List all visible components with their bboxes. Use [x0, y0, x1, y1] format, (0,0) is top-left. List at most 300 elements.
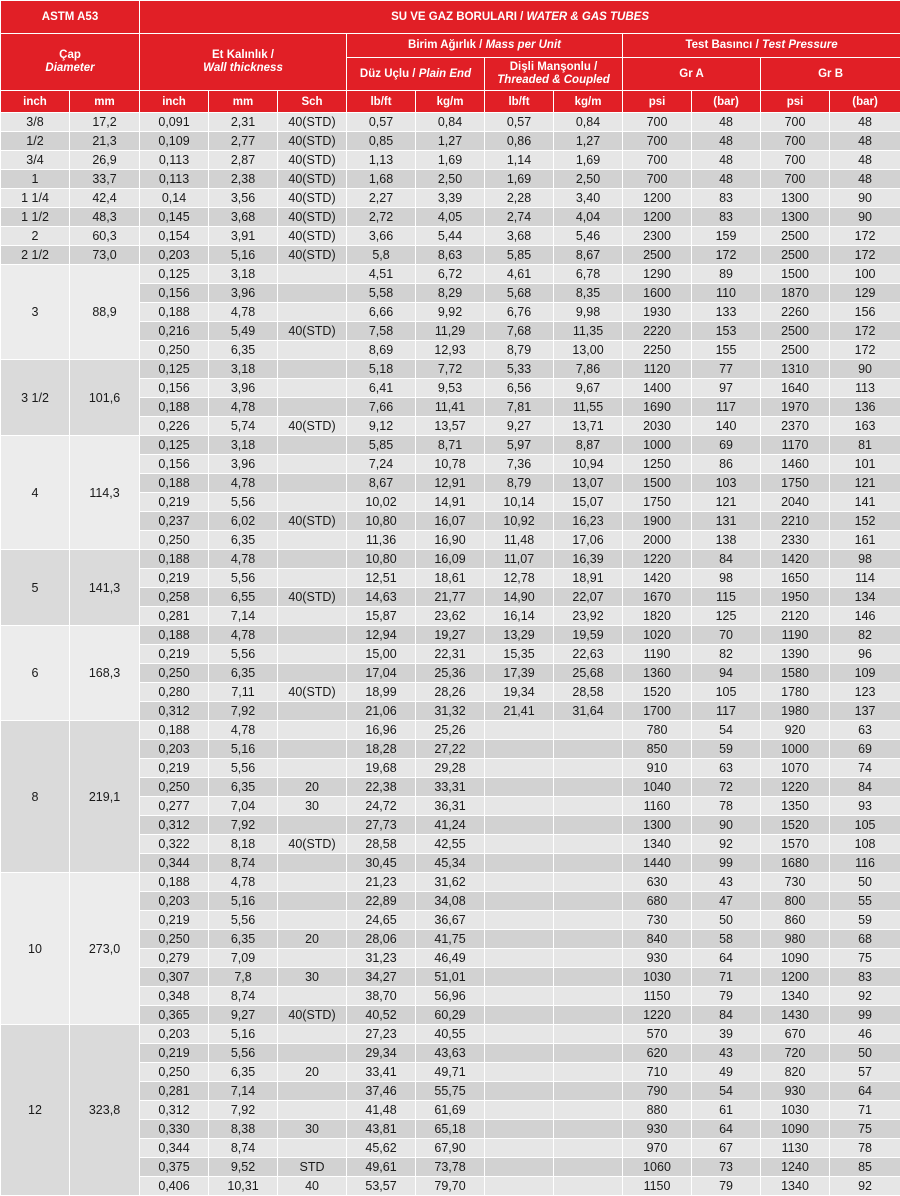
table-cell: 40(STD)	[278, 151, 347, 170]
table-cell	[554, 778, 623, 797]
table-cell	[278, 1044, 347, 1063]
table-cell: 82	[692, 645, 761, 664]
table-cell: 40(STD)	[278, 170, 347, 189]
table-cell: 700	[623, 151, 692, 170]
threaded-coupled-header-en: Threaded & Coupled	[485, 74, 622, 87]
table-cell: 0,85	[347, 132, 416, 151]
table-cell: 30	[278, 968, 347, 987]
table-cell	[278, 645, 347, 664]
table-cell: 0,312	[140, 702, 209, 721]
table-cell: 43,81	[347, 1120, 416, 1139]
table-cell: 10,80	[347, 512, 416, 531]
table-cell	[278, 1139, 347, 1158]
table-cell: 131	[692, 512, 761, 531]
table-cell: 10,94	[554, 455, 623, 474]
table-cell: 85	[830, 1158, 900, 1177]
plain-end-header-en: Plain End	[419, 68, 471, 80]
table-cell: 110	[692, 284, 761, 303]
table-cell	[554, 911, 623, 930]
unit-header-cell: inch	[140, 91, 209, 113]
table-cell: 1200	[623, 208, 692, 227]
table-cell: 1820	[623, 607, 692, 626]
table-cell: 6,35	[209, 531, 278, 550]
table-cell: 5,16	[209, 246, 278, 265]
table-cell: 0,188	[140, 873, 209, 892]
table-cell: 0,57	[347, 113, 416, 132]
table-cell	[278, 911, 347, 930]
table-cell: 0,250	[140, 341, 209, 360]
table-cell: 1,27	[416, 132, 485, 151]
table-cell: 0,188	[140, 626, 209, 645]
threaded-coupled-header-tr: Dişli Manşonlu /	[485, 61, 622, 74]
table-cell: 30	[278, 1120, 347, 1139]
table-cell: 2	[1, 227, 70, 246]
table-cell: 73,0	[70, 246, 140, 265]
table-cell: 0,188	[140, 398, 209, 417]
table-cell: 64	[692, 949, 761, 968]
table-cell: 8,18	[209, 835, 278, 854]
table-cell: 1650	[761, 569, 830, 588]
table-cell	[554, 835, 623, 854]
table-cell: 48	[830, 113, 900, 132]
mass-per-unit-header	[347, 34, 623, 58]
unit-header-cell: psi	[623, 91, 692, 113]
table-cell	[554, 1063, 623, 1082]
unit-header-cell: lb/ft	[485, 91, 554, 113]
table-cell: 28,58	[554, 683, 623, 702]
table-cell: 50	[692, 911, 761, 930]
table-cell: 31,64	[554, 702, 623, 721]
table-cell: 57	[830, 1063, 900, 1082]
table-cell: 1/2	[1, 132, 70, 151]
table-cell	[278, 721, 347, 740]
plain-end-header-tr: Düz Uçlu /	[360, 68, 419, 80]
table-cell	[485, 721, 554, 740]
table-cell: 98	[830, 550, 900, 569]
table-cell: 880	[623, 1101, 692, 1120]
table-cell: 2,87	[209, 151, 278, 170]
table-cell: 43,63	[416, 1044, 485, 1063]
table-cell: 96	[830, 645, 900, 664]
table-cell: 0,219	[140, 569, 209, 588]
table-cell: 1300	[761, 208, 830, 227]
table-cell: 5,46	[554, 227, 623, 246]
table-cell: 6,35	[209, 930, 278, 949]
table-cell: 0,84	[554, 113, 623, 132]
table-cell: 45,34	[416, 854, 485, 873]
table-cell: 1200	[623, 189, 692, 208]
diameter-inch-cell: 3	[1, 265, 70, 360]
table-cell: 43	[692, 873, 761, 892]
table-cell: 134	[830, 588, 900, 607]
table-cell: 54	[692, 721, 761, 740]
unit-header-cell: (bar)	[692, 91, 761, 113]
table-cell	[485, 816, 554, 835]
table-cell: 730	[761, 873, 830, 892]
table-cell: 14,91	[416, 493, 485, 512]
table-cell: 22,63	[554, 645, 623, 664]
table-cell	[554, 949, 623, 968]
table-cell: 63	[692, 759, 761, 778]
table-cell: 67	[692, 1139, 761, 1158]
table-cell: 49,71	[416, 1063, 485, 1082]
table-cell: 7,72	[416, 360, 485, 379]
table-cell: 13,07	[554, 474, 623, 493]
table-cell: 6,56	[485, 379, 554, 398]
table-cell: 5,33	[485, 360, 554, 379]
table-cell: 700	[623, 170, 692, 189]
table-cell: 1,69	[416, 151, 485, 170]
table-cell: 0,406	[140, 1177, 209, 1196]
diameter-inch-cell: 6	[1, 626, 70, 721]
table-cell: 700	[623, 113, 692, 132]
table-cell: 2500	[623, 246, 692, 265]
table-cell: 27,23	[347, 1025, 416, 1044]
table-cell	[278, 816, 347, 835]
table-cell: 0,57	[485, 113, 554, 132]
table-cell: 7,14	[209, 607, 278, 626]
table-cell: 820	[761, 1063, 830, 1082]
table-cell: 930	[623, 949, 692, 968]
table-cell: 0,250	[140, 930, 209, 949]
table-cell: 172	[830, 246, 900, 265]
table-cell: 48	[692, 170, 761, 189]
table-cell: 136	[830, 398, 900, 417]
table-cell: 47	[692, 892, 761, 911]
table-cell: 153	[692, 322, 761, 341]
table-cell: 65,18	[416, 1120, 485, 1139]
table-cell: 0,219	[140, 1044, 209, 1063]
table-cell: 2,27	[347, 189, 416, 208]
table-cell: 0,145	[140, 208, 209, 227]
table-cell: 36,67	[416, 911, 485, 930]
table-cell: 16,39	[554, 550, 623, 569]
table-cell: 2,72	[347, 208, 416, 227]
table-cell: 53,57	[347, 1177, 416, 1196]
table-cell: 570	[623, 1025, 692, 1044]
table-cell: 1 1/4	[1, 189, 70, 208]
table-cell: 2220	[623, 322, 692, 341]
table-cell: 8,87	[554, 436, 623, 455]
table-cell: 0,281	[140, 1082, 209, 1101]
table-cell: 31,32	[416, 702, 485, 721]
table-cell: 10,92	[485, 512, 554, 531]
table-cell: 1190	[761, 626, 830, 645]
table-cell: 5,97	[485, 436, 554, 455]
table-cell: 0,188	[140, 474, 209, 493]
table-cell	[278, 303, 347, 322]
table-cell: 8,35	[554, 284, 623, 303]
table-cell: 70	[692, 626, 761, 645]
table-cell: 5,85	[347, 436, 416, 455]
table-cell	[485, 892, 554, 911]
table-cell: 3,18	[209, 436, 278, 455]
table-cell	[278, 1082, 347, 1101]
table-cell: 23,62	[416, 607, 485, 626]
table-cell: 4,51	[347, 265, 416, 284]
table-cell: 4,78	[209, 398, 278, 417]
table-cell: 6,55	[209, 588, 278, 607]
table-cell: 48	[830, 170, 900, 189]
table-cell: 1 1/2	[1, 208, 70, 227]
table-row	[1, 360, 900, 379]
table-cell: 40,55	[416, 1025, 485, 1044]
table-cell: 1020	[623, 626, 692, 645]
table-row	[1, 208, 900, 227]
table-cell: 10,14	[485, 493, 554, 512]
plain-end-header	[347, 58, 485, 91]
table-cell: 1160	[623, 797, 692, 816]
table-cell	[278, 455, 347, 474]
table-cell: 14,90	[485, 588, 554, 607]
table-cell: 41,75	[416, 930, 485, 949]
table-cell: 3,68	[209, 208, 278, 227]
table-cell: 1390	[761, 645, 830, 664]
table-cell: 860	[761, 911, 830, 930]
table-cell: 620	[623, 1044, 692, 1063]
table-cell: 1360	[623, 664, 692, 683]
diameter-mm-cell: 323,8	[70, 1025, 140, 1196]
table-cell: 1500	[761, 265, 830, 284]
table-cell: 19,59	[554, 626, 623, 645]
table-cell: 15,35	[485, 645, 554, 664]
table-cell: 1	[1, 170, 70, 189]
table-cell: 48	[692, 113, 761, 132]
table-cell: 7,66	[347, 398, 416, 417]
table-cell: 5,56	[209, 911, 278, 930]
table-cell: 40(STD)	[278, 417, 347, 436]
grade-a-header: Gr A	[623, 58, 761, 91]
table-cell: 138	[692, 531, 761, 550]
table-cell	[278, 1101, 347, 1120]
table-cell	[278, 493, 347, 512]
table-cell: 15,87	[347, 607, 416, 626]
table-cell: 83	[692, 208, 761, 227]
table-cell: 90	[830, 189, 900, 208]
table-cell: 163	[830, 417, 900, 436]
table-cell	[485, 911, 554, 930]
table-cell: 3,96	[209, 455, 278, 474]
table-cell	[278, 379, 347, 398]
table-cell	[485, 778, 554, 797]
table-cell: 0,250	[140, 664, 209, 683]
table-cell: 40(STD)	[278, 132, 347, 151]
table-cell: 0,84	[416, 113, 485, 132]
table-cell: 48,3	[70, 208, 140, 227]
table-cell: 2,38	[209, 170, 278, 189]
table-cell: 2,28	[485, 189, 554, 208]
table-cell: 700	[623, 132, 692, 151]
table-cell: 2 1/2	[1, 246, 70, 265]
table-cell: 2040	[761, 493, 830, 512]
mass-per-unit-header-tr: Birim Ağırlık /	[408, 39, 486, 51]
table-cell: 19,27	[416, 626, 485, 645]
table-cell: 33,41	[347, 1063, 416, 1082]
table-cell: 0,156	[140, 455, 209, 474]
table-cell: 90	[692, 816, 761, 835]
table-cell: 29,28	[416, 759, 485, 778]
table-cell: 109	[830, 664, 900, 683]
table-cell: 16,23	[554, 512, 623, 531]
table-cell: 61	[692, 1101, 761, 1120]
table-cell: 5,56	[209, 1044, 278, 1063]
table-cell: 33,31	[416, 778, 485, 797]
table-cell: 30,45	[347, 854, 416, 873]
table-cell	[485, 1025, 554, 1044]
table-cell: 0,125	[140, 265, 209, 284]
diameter-mm-cell: 273,0	[70, 873, 140, 1025]
table-cell: 1,13	[347, 151, 416, 170]
table-cell: 54	[692, 1082, 761, 1101]
table-cell: 0,219	[140, 645, 209, 664]
table-cell: 13,57	[416, 417, 485, 436]
table-cell: 1600	[623, 284, 692, 303]
table-cell: 68	[830, 930, 900, 949]
table-cell: 1310	[761, 360, 830, 379]
table-cell: 73,78	[416, 1158, 485, 1177]
table-cell: 1570	[761, 835, 830, 854]
table-cell: 0,365	[140, 1006, 209, 1025]
table-cell: 10,78	[416, 455, 485, 474]
table-cell: 1520	[761, 816, 830, 835]
table-cell: 30	[278, 797, 347, 816]
table-cell: 2500	[761, 322, 830, 341]
table-cell: 1,69	[485, 170, 554, 189]
table-cell	[278, 607, 347, 626]
table-cell: 59	[692, 740, 761, 759]
test-pressure-header-en: Test Pressure	[762, 39, 838, 51]
table-cell: 39	[692, 1025, 761, 1044]
table-cell: 34,08	[416, 892, 485, 911]
table-cell: 117	[692, 702, 761, 721]
table-cell: 6,41	[347, 379, 416, 398]
table-cell: 55,75	[416, 1082, 485, 1101]
table-cell: 5,44	[416, 227, 485, 246]
table-cell: 48	[830, 151, 900, 170]
table-cell: 11,48	[485, 531, 554, 550]
table-cell: 12,94	[347, 626, 416, 645]
table-cell	[485, 949, 554, 968]
table-cell: 1690	[623, 398, 692, 417]
table-cell	[278, 740, 347, 759]
table-cell: 0,14	[140, 189, 209, 208]
test-pressure-header	[623, 34, 900, 58]
table-cell	[554, 1044, 623, 1063]
table-cell: 99	[830, 1006, 900, 1025]
table-cell	[485, 759, 554, 778]
table-cell: 1000	[761, 740, 830, 759]
unit-header-cell: kg/m	[416, 91, 485, 113]
table-cell: 67,90	[416, 1139, 485, 1158]
diameter-inch-cell: 5	[1, 550, 70, 626]
table-cell: 3,39	[416, 189, 485, 208]
table-cell: 2260	[761, 303, 830, 322]
table-row	[1, 626, 900, 645]
table-cell: 7,09	[209, 949, 278, 968]
table-cell: 1420	[623, 569, 692, 588]
table-cell: 29,34	[347, 1044, 416, 1063]
table-cell: 18,91	[554, 569, 623, 588]
table-cell: 49,61	[347, 1158, 416, 1177]
table-cell: 7,86	[554, 360, 623, 379]
table-cell: 42,4	[70, 189, 140, 208]
threaded-coupled-header	[485, 58, 623, 91]
table-cell: 0,279	[140, 949, 209, 968]
table-cell: 1640	[761, 379, 830, 398]
table-cell: 21,23	[347, 873, 416, 892]
table-cell: 90	[830, 208, 900, 227]
table-cell	[554, 1120, 623, 1139]
table-cell: 60,3	[70, 227, 140, 246]
table-cell: 0,307	[140, 968, 209, 987]
table-cell: 3,18	[209, 265, 278, 284]
diameter-header-tr: Çap	[1, 49, 139, 62]
table-cell: 1240	[761, 1158, 830, 1177]
table-cell	[278, 360, 347, 379]
table-cell: 49	[692, 1063, 761, 1082]
table-cell: 3,66	[347, 227, 416, 246]
table-cell: 4,78	[209, 721, 278, 740]
table-cell: 1750	[761, 474, 830, 493]
table-cell: 1700	[623, 702, 692, 721]
table-cell: 0,188	[140, 550, 209, 569]
table-cell	[554, 797, 623, 816]
table-cell: 16,09	[416, 550, 485, 569]
table-title-en: WATER & GAS TUBES	[527, 11, 649, 23]
table-cell: 63	[830, 721, 900, 740]
table-cell	[485, 987, 554, 1006]
table-cell	[554, 1177, 623, 1196]
table-cell: 25,36	[416, 664, 485, 683]
table-cell: 9,52	[209, 1158, 278, 1177]
table-cell: 97	[692, 379, 761, 398]
table-cell: 172	[830, 322, 900, 341]
table-cell: 5,56	[209, 569, 278, 588]
table-cell: 4,05	[416, 208, 485, 227]
table-cell: 27,22	[416, 740, 485, 759]
table-cell: 92	[692, 835, 761, 854]
table-cell: 140	[692, 417, 761, 436]
table-cell: 50	[830, 1044, 900, 1063]
table-cell: 41,24	[416, 816, 485, 835]
table-cell: 0,125	[140, 360, 209, 379]
table-cell: 105	[692, 683, 761, 702]
table-cell: 22,07	[554, 588, 623, 607]
table-cell: 7,92	[209, 816, 278, 835]
table-cell: 2,77	[209, 132, 278, 151]
table-cell: 7,58	[347, 322, 416, 341]
unit-header-cell: kg/m	[554, 91, 623, 113]
table-cell: 13,71	[554, 417, 623, 436]
table-cell	[278, 474, 347, 493]
grade-b-header: Gr B	[761, 58, 900, 91]
table-cell: 72	[692, 778, 761, 797]
table-cell	[485, 854, 554, 873]
table-cell: 1120	[623, 360, 692, 379]
table-cell: 5,56	[209, 645, 278, 664]
table-cell: 22,38	[347, 778, 416, 797]
table-cell: 7,81	[485, 398, 554, 417]
unit-header-cell: inch	[1, 91, 70, 113]
table-row	[1, 550, 900, 569]
table-row	[1, 265, 900, 284]
table-cell: 3,96	[209, 284, 278, 303]
table-cell: 100	[830, 265, 900, 284]
table-cell: 15,00	[347, 645, 416, 664]
table-cell: 7,24	[347, 455, 416, 474]
table-cell: 8,79	[485, 341, 554, 360]
table-cell: 86	[692, 455, 761, 474]
